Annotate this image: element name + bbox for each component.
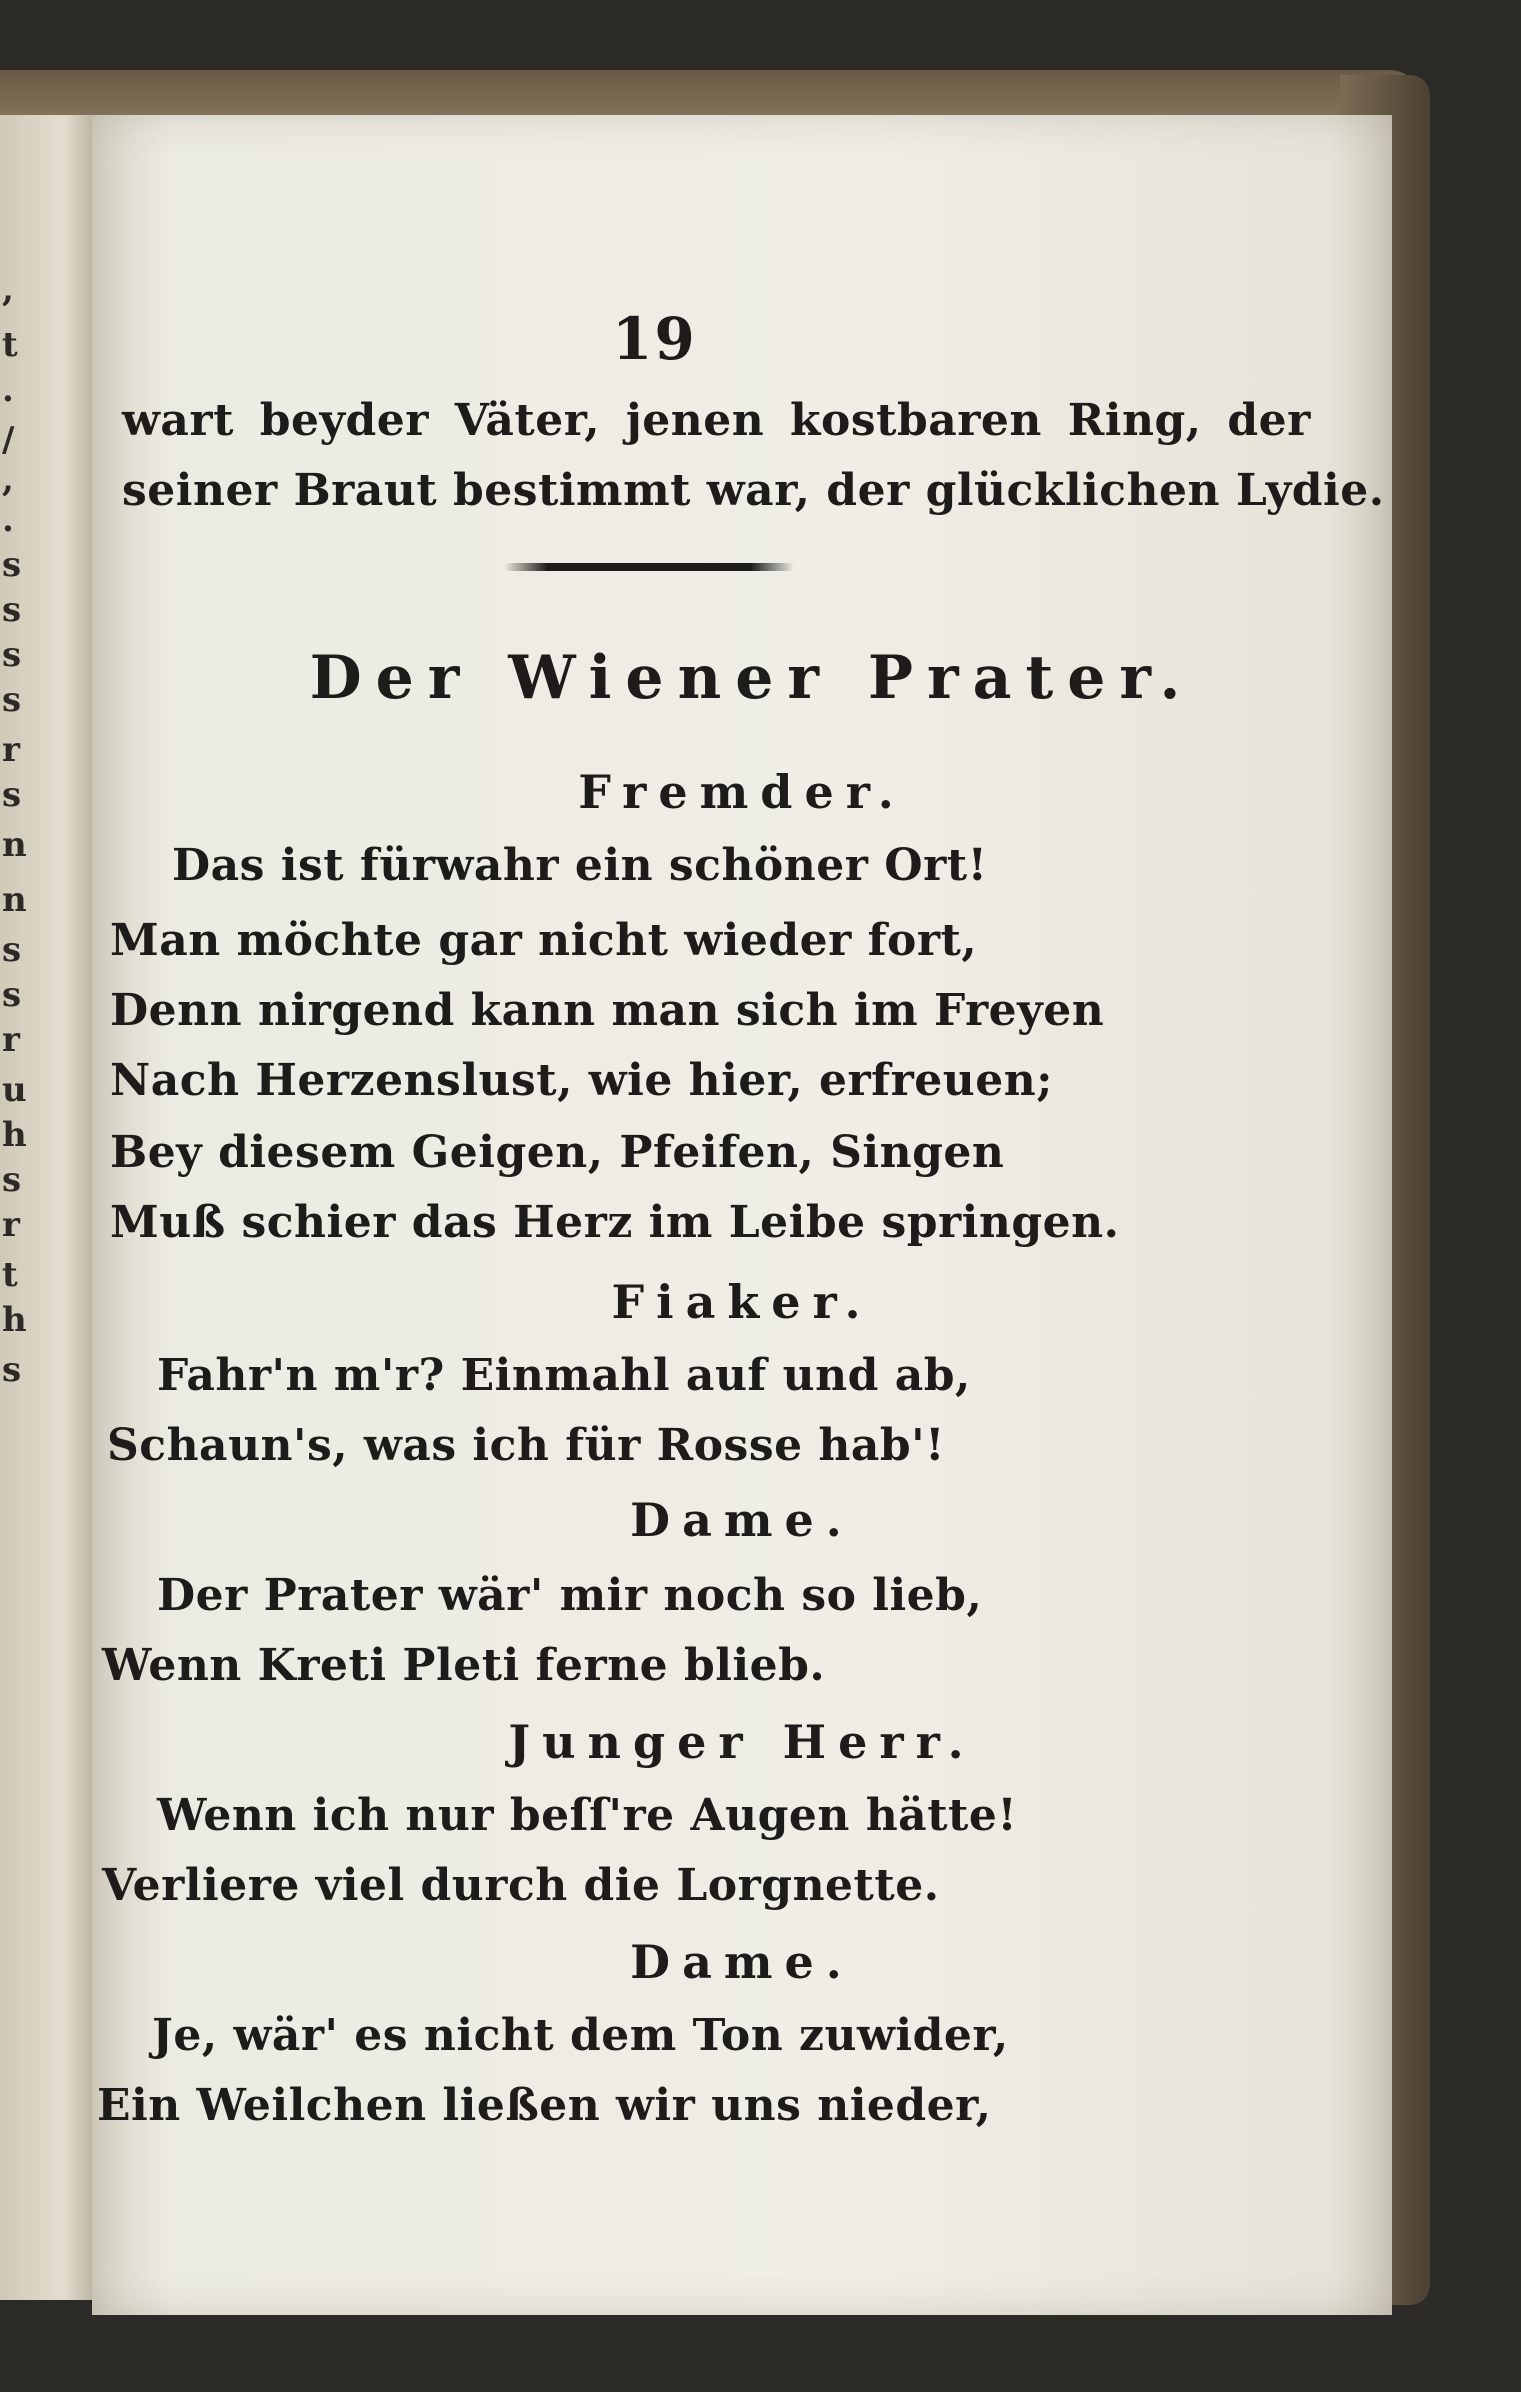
verse-line: Das ist fürwahr ein schöner Ort! — [172, 840, 988, 891]
speaker-name: Dame. — [630, 1935, 854, 1989]
prose-line: seiner Braut bestimmt war, der glücklichen Lydie. — [122, 465, 1385, 516]
left-edge-letter: t — [2, 1255, 18, 1295]
speaker-name: Junger Herr. — [508, 1715, 976, 1769]
left-edge-letter: s — [2, 1350, 22, 1390]
left-edge-letter: r — [2, 1020, 20, 1060]
verse-line: Schaun's, was ich für Rosse hab'! — [107, 1420, 945, 1471]
left-edge-letter: s — [2, 680, 22, 720]
left-edge-letter: n — [2, 880, 27, 920]
verse-line: Verliere viel durch die Lorgnette. — [102, 1860, 940, 1911]
left-edge-letter: u — [2, 1070, 27, 1110]
verse-line: Denn nirgend kann man sich im Freyen — [110, 985, 1105, 1036]
left-edge-letter: n — [2, 825, 27, 865]
verse-line: Nach Herzenslust, wie hier, erfreuen; — [110, 1055, 1053, 1106]
right-page — [92, 115, 1392, 2315]
page-number: 19 — [612, 305, 697, 373]
left-edge-letter: s — [2, 975, 22, 1015]
left-edge-letter: , — [2, 460, 14, 500]
verse-line: Der Prater wär' mir noch so lieb, — [157, 1570, 983, 1621]
verse-line: Wenn Kreti Pleti ferne blieb. — [102, 1640, 826, 1691]
left-edge-letter: s — [2, 775, 22, 815]
left-edge-letter: . — [2, 500, 14, 540]
verse-line: Muß schier das Herz im Leibe springen. — [110, 1197, 1120, 1248]
speaker-name: Fremder. — [578, 765, 906, 819]
verse-line: Fahr'n m'r? Einmahl auf und ab, — [157, 1350, 971, 1401]
prose-line: wart beyder Väter, jenen kostbaren Ring, der — [122, 395, 1311, 446]
left-edge-letter: r — [2, 1205, 20, 1245]
verse-line: Je, wär' es nicht dem Ton zuwider, — [152, 2010, 1009, 2061]
section-divider — [504, 563, 794, 571]
verse-line: Ein Weilchen ließen wir uns nieder, — [97, 2080, 992, 2131]
left-edge-letter: t — [2, 325, 18, 365]
left-edge-letter: h — [2, 1115, 27, 1155]
left-edge-letter: r — [2, 730, 20, 770]
verse-line: Wenn ich nur beſſ're Augen hätte! — [157, 1790, 1018, 1841]
page-text — [92, 115, 1392, 2315]
left-edge-letter: s — [2, 930, 22, 970]
poem-title: Der Wiener Prater. — [309, 643, 1195, 713]
speaker-name: Fiaker. — [611, 1275, 873, 1329]
left-edge-letter: s — [2, 635, 22, 675]
left-edge-letter: . — [2, 370, 14, 410]
left-edge-letter: s — [2, 590, 22, 630]
left-edge-letter: / — [2, 420, 15, 460]
verse-line: Man möchte gar nicht wieder fort, — [110, 915, 978, 966]
left-edge-letter: s — [2, 545, 22, 585]
speaker-name: Dame. — [630, 1493, 854, 1547]
verse-line: Bey diesem Geigen, Pfeifen, Singen — [110, 1127, 1005, 1178]
left-page-edge — [0, 115, 92, 2300]
left-edge-letter: s — [2, 1160, 22, 1200]
left-edge-letter: h — [2, 1300, 27, 1340]
left-edge-letter: , — [2, 270, 14, 310]
